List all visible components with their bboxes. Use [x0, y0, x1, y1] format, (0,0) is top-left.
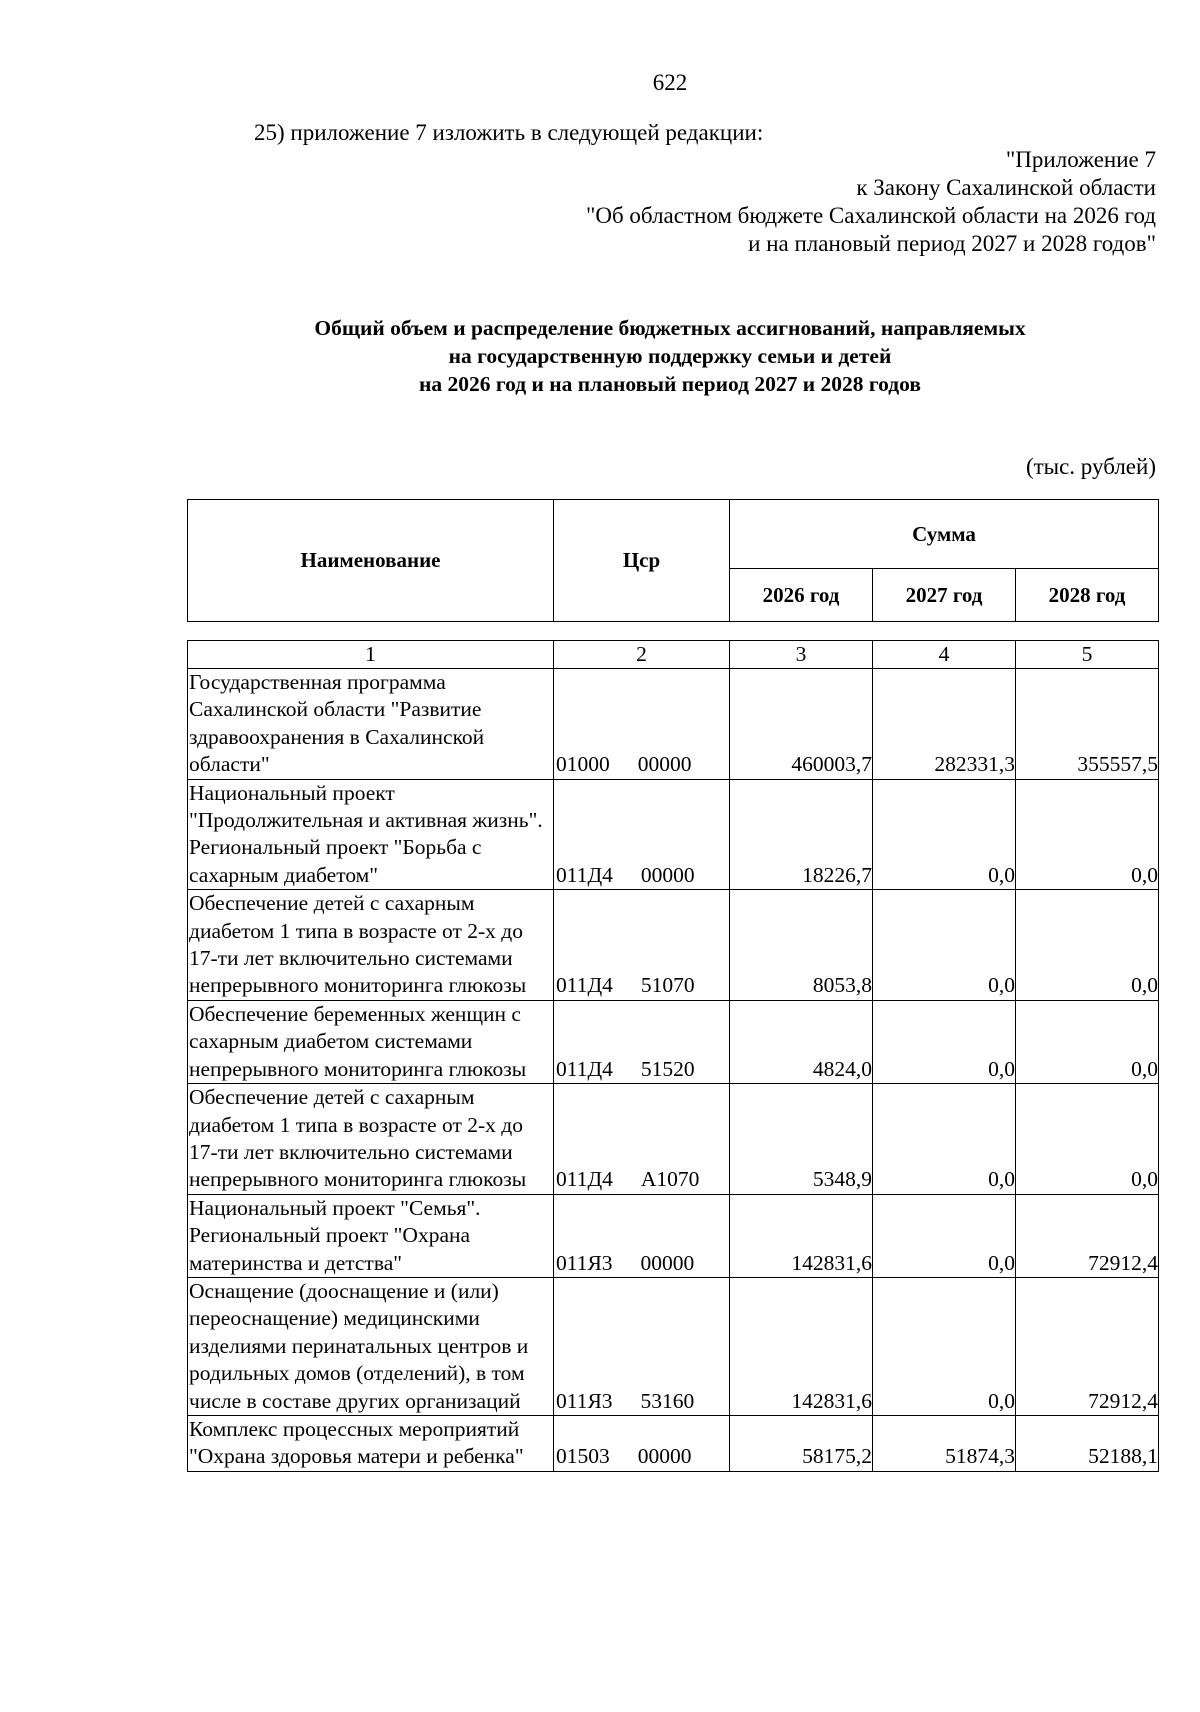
row-value-2028: 355557,5: [1016, 669, 1159, 780]
code-direction: А1070: [640, 1167, 700, 1192]
row-value-2026: 142831,6: [730, 1277, 873, 1415]
table-row: [188, 1277, 1159, 1415]
column-number-row: [188, 641, 1159, 669]
row-name: Государственная программа Сахалинской области "Развитие здравоохранения в Сахалинской области": [188, 669, 554, 780]
code-program: 011Д4: [556, 973, 613, 998]
header-csr: Цср: [554, 500, 730, 622]
code-direction: 00000: [640, 862, 695, 887]
row-code: [554, 1084, 730, 1195]
table-header: [187, 499, 1159, 622]
table-row: [188, 779, 1159, 890]
row-name: Оснащение (дооснащение и (или) переоснащение) медицинскими изделиями перинатальных центров и родильных домов (отделений), в том числе в составе других организаций: [188, 1277, 554, 1415]
appendix-line: "Приложение 7: [1005, 147, 1156, 172]
page-number: 622: [652, 70, 688, 95]
row-code: [554, 1415, 730, 1471]
row-code: [554, 890, 730, 1001]
header-year-2026: 2026 год: [730, 569, 873, 622]
code-program: 011Д4: [556, 1056, 613, 1081]
row-code: [554, 669, 730, 780]
row-name: Обеспечение детей с сахарным диабетом 1 типа в возрасте от 2-х до 17-ти лет включительно системами непрерывного мониторинга глюкозы: [188, 890, 554, 1001]
code-direction: 00000: [640, 1250, 695, 1275]
row-value-2027: 282331,3: [873, 669, 1016, 780]
code-direction: 51070: [640, 973, 695, 998]
row-name: Обеспечение детей с сахарным диабетом 1 типа в возрасте от 2-х до 17-ти лет включительно системами непрерывного мониторинга глюкозы: [188, 1084, 554, 1195]
row-value-2027: 51874,3: [873, 1415, 1016, 1471]
row-name: Национальный проект "Продолжительная и активная жизнь". Региональный проект "Борьба с сахарным диабетом": [188, 779, 554, 890]
row-name: Комплекс процессных мероприятий "Охрана здоровья матери и ребенка": [188, 1415, 554, 1471]
table-row: [188, 1084, 1159, 1195]
row-value-2027: 0,0: [873, 1194, 1016, 1277]
row-code: [554, 779, 730, 890]
header-year-2028: 2028 год: [1016, 569, 1159, 622]
appendix-line: и на плановый период 2027 и 2028 годов": [748, 231, 1156, 256]
row-code: [554, 1277, 730, 1415]
row-value-2026: 58175,2: [730, 1415, 873, 1471]
column-number: 2: [554, 641, 730, 669]
row-value-2027: 0,0: [873, 779, 1016, 890]
row-name: Обеспечение беременных женщин с сахарным диабетом системами непрерывного мониторинга глюкозы: [188, 1000, 554, 1083]
title-line: на 2026 год и на плановый период 2027 и 2028 годов: [419, 372, 921, 396]
code-direction: 53160: [640, 1388, 695, 1413]
row-name: Национальный проект "Семья". Региональный проект "Охрана материнства и детства": [188, 1194, 554, 1277]
code-program: 011Д4: [556, 862, 613, 887]
row-value-2027: 0,0: [873, 1277, 1016, 1415]
row-value-2028: 0,0: [1016, 1000, 1159, 1083]
appendix-line: "Об областном бюджете Сахалинской области на 2026 год: [585, 203, 1156, 228]
header-sum: Сумма: [730, 500, 1159, 569]
row-value-2027: 0,0: [873, 1084, 1016, 1195]
code-direction: 00000: [637, 752, 692, 777]
row-value-2028: 0,0: [1016, 890, 1159, 1001]
table-row: [188, 1000, 1159, 1083]
column-number: 5: [1016, 641, 1159, 669]
instruction-text: 25) приложение 7 изложить в следующей редакции:: [254, 120, 764, 145]
appendix-line: к Закону Сахалинской области: [856, 175, 1156, 200]
row-value-2026: 142831,6: [730, 1194, 873, 1277]
title-line: на государственную поддержку семьи и детей: [448, 344, 892, 368]
table-row: [188, 669, 1159, 780]
code-program: 01000: [556, 752, 610, 777]
table-row: [188, 1194, 1159, 1277]
code-program: 01503: [556, 1444, 610, 1469]
column-number: 1: [188, 641, 554, 669]
row-value-2026: 460003,7: [730, 669, 873, 780]
row-value-2028: 72912,4: [1016, 1194, 1159, 1277]
units-label: (тыс. рублей): [1025, 454, 1156, 479]
row-value-2026: 4824,0: [730, 1000, 873, 1083]
table-row: [188, 1415, 1159, 1471]
row-code: [554, 1194, 730, 1277]
column-number: 3: [730, 641, 873, 669]
code-program: 011Я3: [556, 1388, 613, 1413]
budget-table: [187, 640, 1159, 1472]
table-row: [188, 890, 1159, 1001]
row-value-2028: 72912,4: [1016, 1277, 1159, 1415]
code-program: 011Д4: [556, 1167, 613, 1192]
header-year-2027: 2027 год: [873, 569, 1016, 622]
code-program: 011Я3: [556, 1250, 613, 1275]
row-value-2028: 52188,1: [1016, 1415, 1159, 1471]
header-name: Наименование: [188, 500, 554, 622]
row-value-2026: 5348,9: [730, 1084, 873, 1195]
row-value-2026: 8053,8: [730, 890, 873, 1001]
column-number: 4: [873, 641, 1016, 669]
row-value-2027: 0,0: [873, 1000, 1016, 1083]
row-value-2026: 18226,7: [730, 779, 873, 890]
row-value-2027: 0,0: [873, 890, 1016, 1001]
code-direction: 00000: [637, 1444, 692, 1469]
title-line: Общий объем и распределение бюджетных ассигнований, направляемых: [314, 316, 1026, 340]
row-code: [554, 1000, 730, 1083]
appendix-reference: [586, 146, 1156, 258]
row-value-2028: 0,0: [1016, 779, 1159, 890]
document-title: [0, 314, 1200, 398]
row-value-2028: 0,0: [1016, 1084, 1159, 1195]
code-direction: 51520: [640, 1056, 695, 1081]
